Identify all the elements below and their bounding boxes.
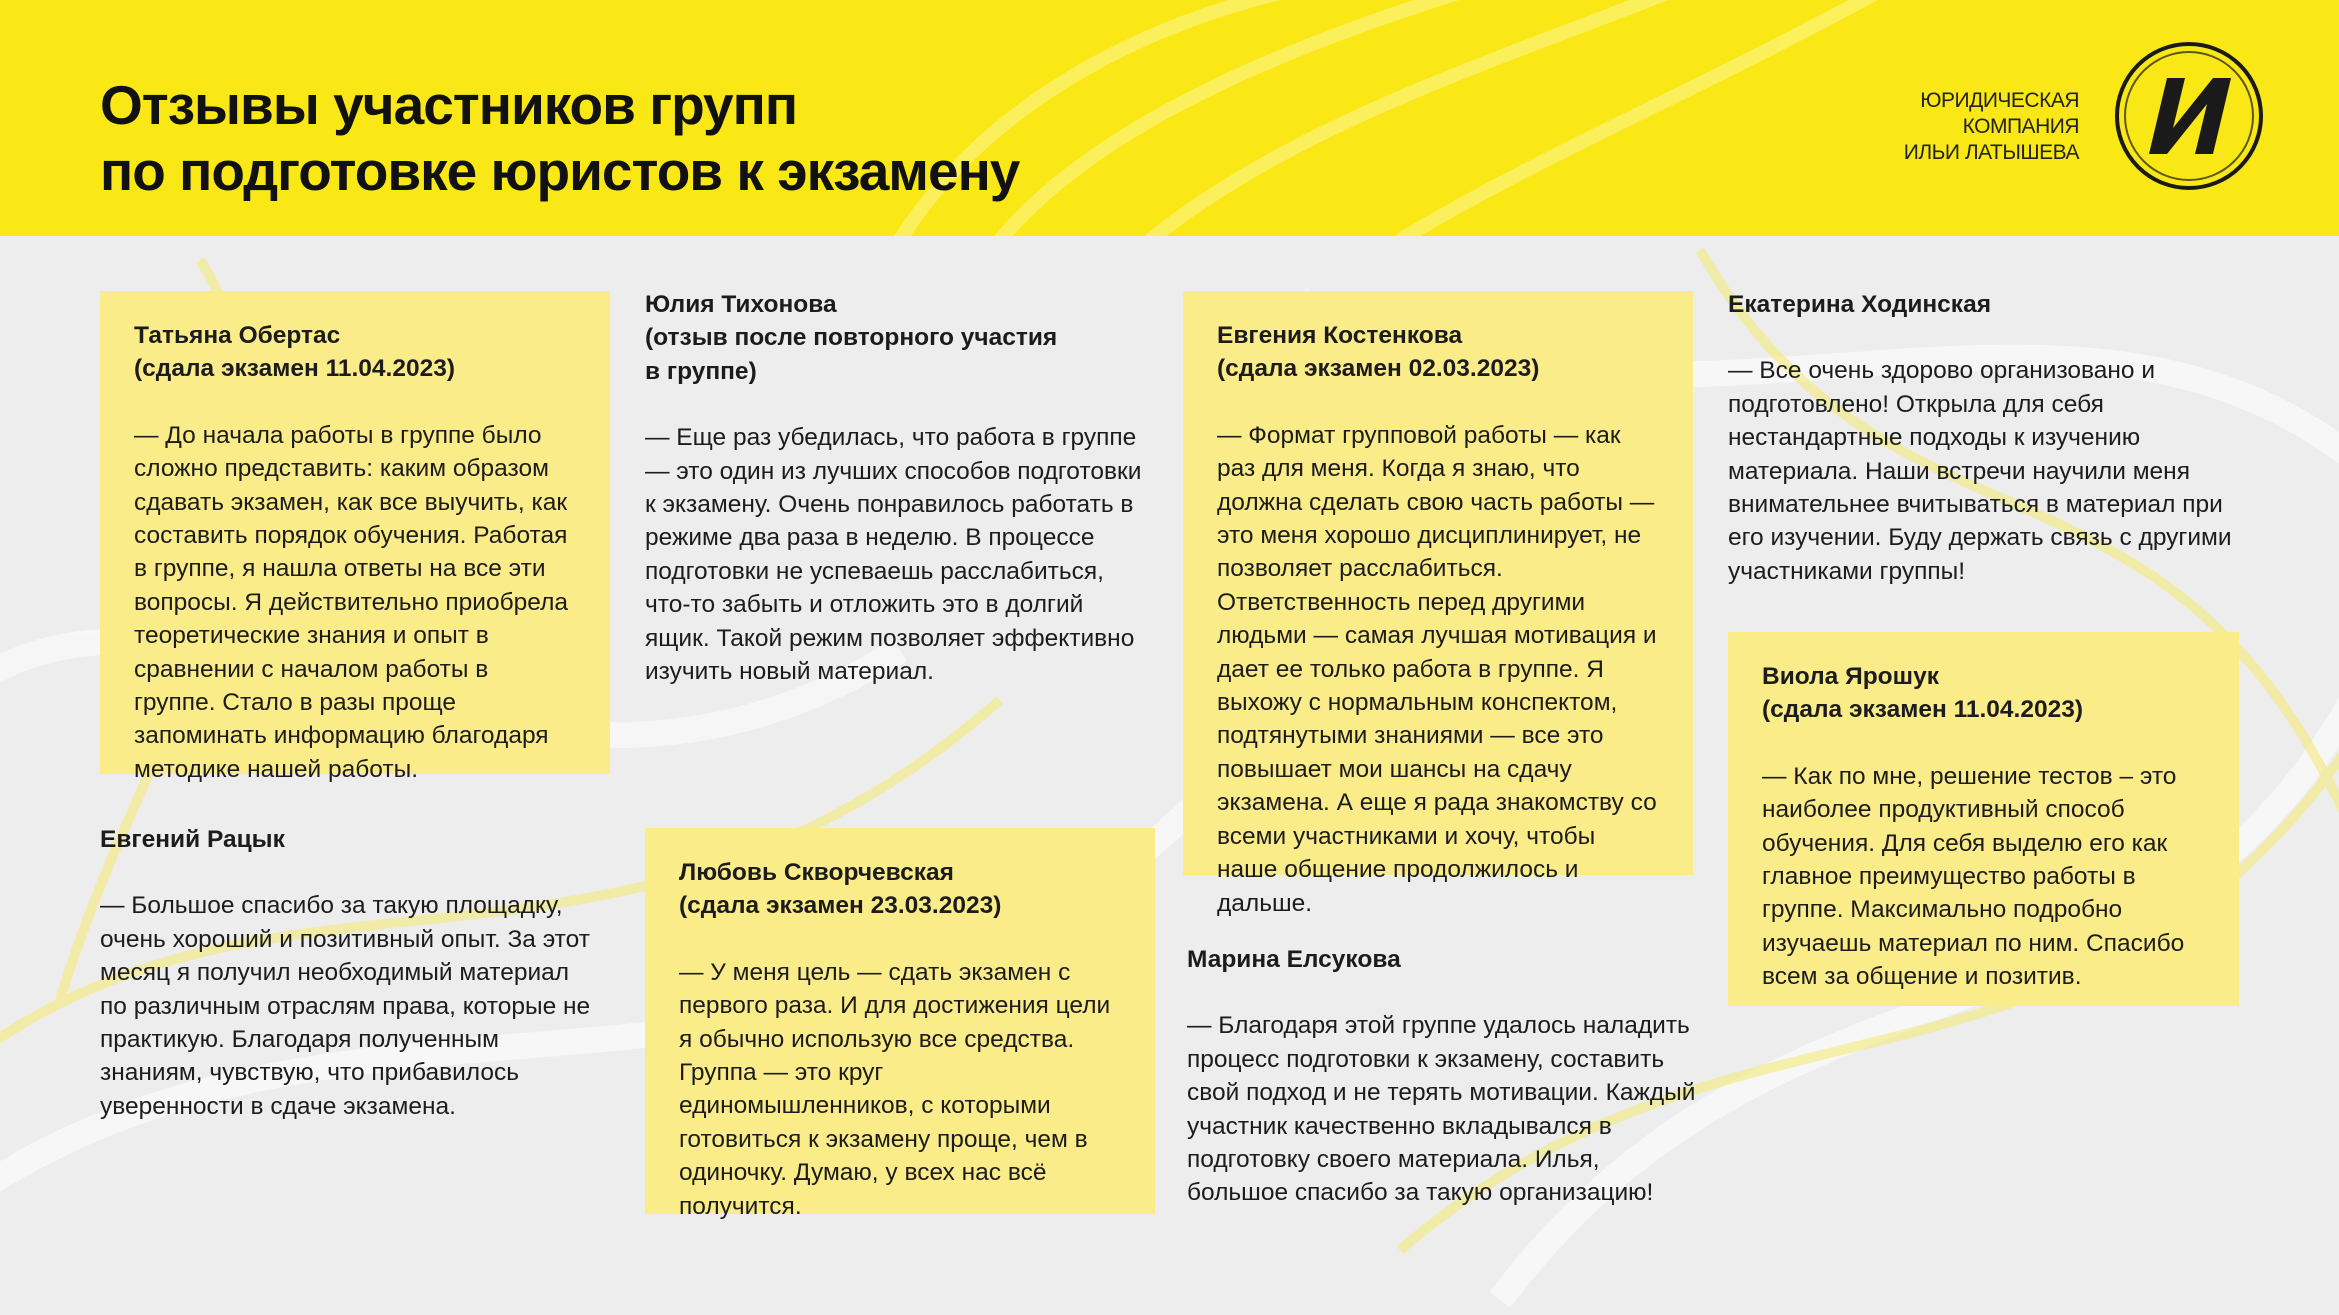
review-author <box>1217 319 1659 386</box>
review-card-yulia <box>645 288 1145 688</box>
company-logo <box>1849 36 2269 202</box>
logo-text-line-1: ЮРИДИЧЕСКАЯ <box>1920 89 2079 112</box>
author-name: Татьяна Обертас <box>134 322 341 349</box>
review-card-ekaterina <box>1728 288 2238 588</box>
author-name: Евгений Рацык <box>100 826 285 853</box>
author-note: (сдала экзамен 11.04.2023) <box>1762 696 2084 724</box>
review-text: — Формат групповой работы — как раз для меня. Когда я знаю, что должна сделать свою часть работы — это меня хорошо дисциплинирует, не позволяет расслабиться. Ответственность перед другими людьми — самая лучшая мотивация и дает ее только работа в группе. Я выхожу с нормальным конспектом, подтянутыми знаниями — все это повышает мои шансы на сдачу экзамена. А еще я рада знакомству со всеми участниками и хочу, чтобы наше общение продолжилось и дальше. <box>1217 421 1657 917</box>
review-text: — Как по мне, решение тестов – это наиболее продуктивный способ обучения. Для себя выделю его как главное преимущество работы в группе. Максимально подробно изучаешь материал по ним. Спасибо всем за общение и позитив. <box>1762 762 2185 991</box>
review-text: — Большое спасибо за такую площадку, очень хороший и позитивный опыт. За этот месяц я получил необходимый материал по различным отраслям права, которые не практикую. Благодаря полученным знаниям, чувствую, что прибавилось уверенности в сдаче экзамена. <box>100 892 591 1120</box>
page-title-line-1: Отзывы участников групп <box>100 74 798 136</box>
review-author <box>679 856 1121 923</box>
header-band <box>0 0 2339 236</box>
logo-text-line-3: ИЛЬИ ЛАТЫШЕВА <box>1903 141 2079 164</box>
review-author <box>645 288 1145 388</box>
review-text: — У меня цель — сдать экзамен с первого раза. И для достижения цели я обычно использую все средства. Группа — это круг единомышленников, с которыми готовиться к экзамену проще, чем в одиночку. Думаю, у всех нас всё получится. <box>679 958 1111 1220</box>
review-card-evgeniy <box>100 823 600 1123</box>
review-text: — Еще раз убедилась, что работа в группе — это один из лучших способов подготовки к экзамену. Очень понравилось работать в режиме два раза в неделю. В процессе подготовки не успеваешь расслабиться, что-то забыть и отложить это в долгий ящик. Такой режим позволяет эффективно изучить новый материал. <box>645 424 1142 686</box>
review-text: — До начала работы в группе было сложно представить: каким образом сдавать экзамен, как все выучить, как составить порядок обучения. Работая в группе, я нашла ответы на все эти вопросы. Я действительно приобрела теоретические знания и опыт в сравнении с началом работы в группе. Стало в разы проще запоминать информацию благодаря методике нашей работы. <box>134 421 569 783</box>
review-text: — Все очень здорово организовано и подготовлено! Открыла для себя нестандартные подходы к изучению материала. Наши встречи научили меня внимательнее вчитываться в материал при его изучении. Буду держать связь с другими участниками группы! <box>1728 357 2232 585</box>
review-card-evgeniya <box>1183 291 1693 917</box>
logo-text-line-2: КОМПАНИЯ <box>1962 115 2079 138</box>
author-name: Марина Елсукова <box>1187 946 1401 973</box>
author-name: Екатерина Ходинская <box>1728 291 1991 318</box>
page-title-line-2: по подготовке юристов к экзамену <box>100 140 1020 202</box>
author-name: Виола Ярошук <box>1762 663 1939 690</box>
review-author <box>100 823 600 856</box>
author-note: (сдала экзамен 23.03.2023) <box>679 892 1002 920</box>
review-author <box>1728 288 2238 321</box>
review-author <box>1187 943 1697 976</box>
review-card-tatyana <box>100 291 610 783</box>
review-card-lyubov <box>645 828 1155 1220</box>
author-note: (сдала экзамен 11.04.2023) <box>134 355 456 383</box>
author-note-cont: в группе) <box>645 357 757 385</box>
page-title <box>100 72 1019 204</box>
review-author <box>1762 660 2205 727</box>
review-card-marina <box>1187 943 1697 1210</box>
author-name: Евгения Костенкова <box>1217 322 1463 349</box>
logo-emblem-icon <box>2109 36 2269 196</box>
author-note: (сдала экзамен 02.03.2023) <box>1217 355 1540 383</box>
review-card-viola <box>1728 632 2239 1006</box>
review-text: — Благодаря этой группе удалось наладить процесс подготовки к экзамену, составить свой подход и не терять мотивации. Каждый участник качественно вкладывался в подготовку своего материала. Илья, большое спасибо за такую организацию! <box>1187 1012 1696 1207</box>
review-author <box>134 319 576 386</box>
author-name: Юлия Тихонова <box>645 291 837 318</box>
author-name: Любовь Скворчевская <box>679 859 954 886</box>
logo-text <box>1904 88 2079 166</box>
author-note: (отзыв после повторного участия <box>645 324 1058 352</box>
